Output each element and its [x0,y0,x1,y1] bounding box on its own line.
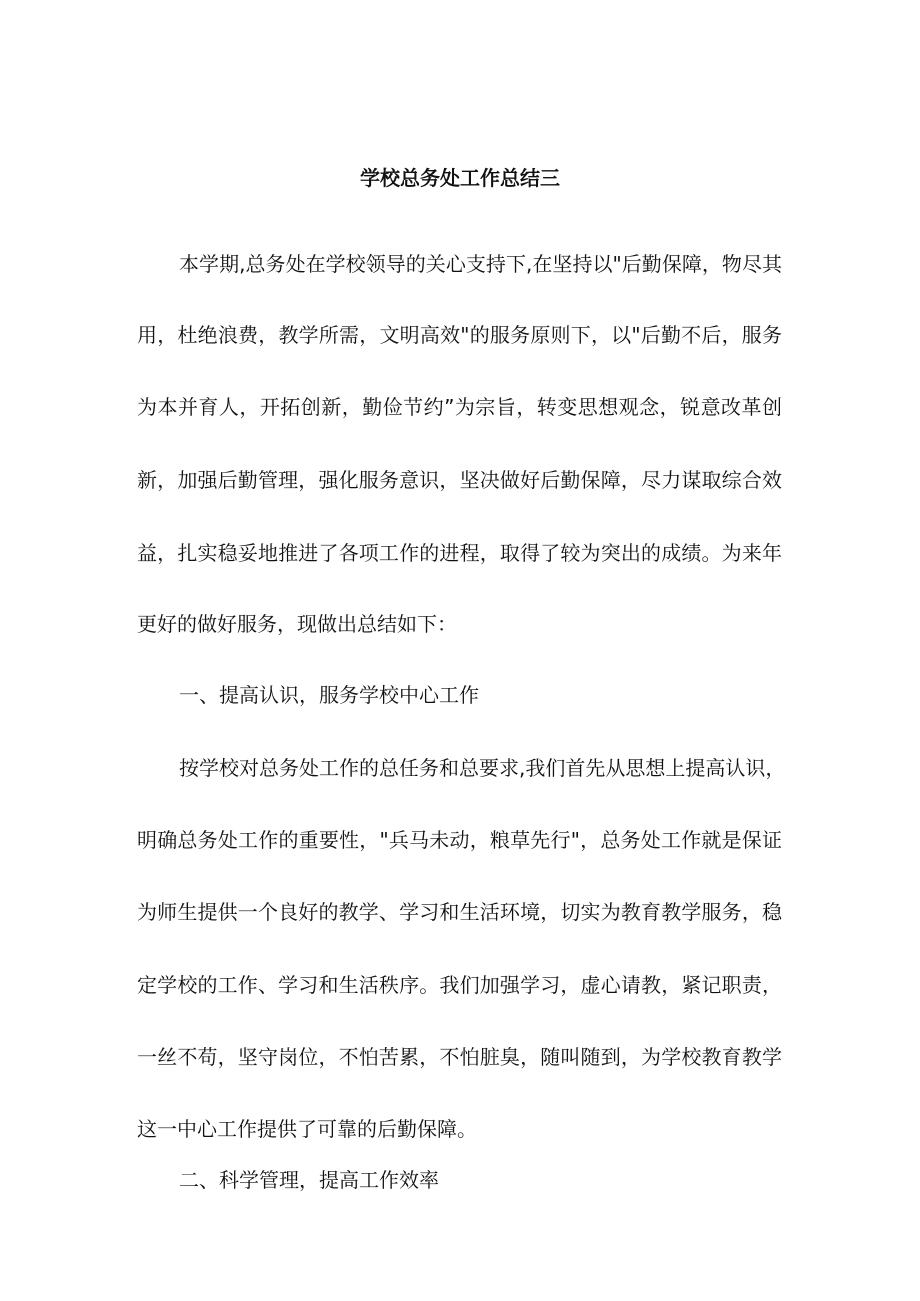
section-heading: 一、提高认识，服务学校中心工作 [179,683,479,707]
document-title: 学校总务处工作总结三 [360,166,560,190]
paragraph-line: 定学校的工作、学习和生活秩序。我们加强学习，虚心请教，紧记职责， [137,973,782,997]
paragraph-line: 益，扎实稳妥地推进了各项工作的进程，取得了较为突出的成绩。为来年 [137,541,782,565]
paragraph-line: 本学期,总务处在学校领导的关心支持下,在坚持以"后勤保障，物尽其 [179,252,782,276]
paragraph-line: 按学校对总务处工作的总任务和总要求,我们首先从思想上提高认识， [179,756,786,780]
paragraph-line: 这一中心工作提供了可靠的后勤保障。 [137,1117,477,1141]
paragraph-line: 为师生提供一个良好的教学、学习和生活环境，切实为教育教学服务，稳 [137,900,782,924]
paragraph-line: 为本并育人，开拓创新，勤俭节约”为宗旨，转变思想观念，锐意改革创 [137,395,782,419]
paragraph-line: 一丝不苟，坚守岗位，不怕苦累，不怕脏臭，随叫随到，为学校教育教学 [137,1045,782,1069]
paragraph-line: 用，杜绝浪费，教学所需，文明高效"的服务原则下，以"后勤不后，服务 [137,323,782,347]
paragraph-line: 更好的做好服务，现做出总结如下： [137,612,457,636]
paragraph-line: 明确总务处工作的重要性，"兵马未动，粮草先行"，总务处工作就是保证 [137,828,782,852]
section-heading: 二、科学管理，提高工作效率 [179,1168,439,1192]
paragraph-line: 新，加强后勤管理，强化服务意识，坚决做好后勤保障，尽力谋取综合效 [137,468,782,492]
